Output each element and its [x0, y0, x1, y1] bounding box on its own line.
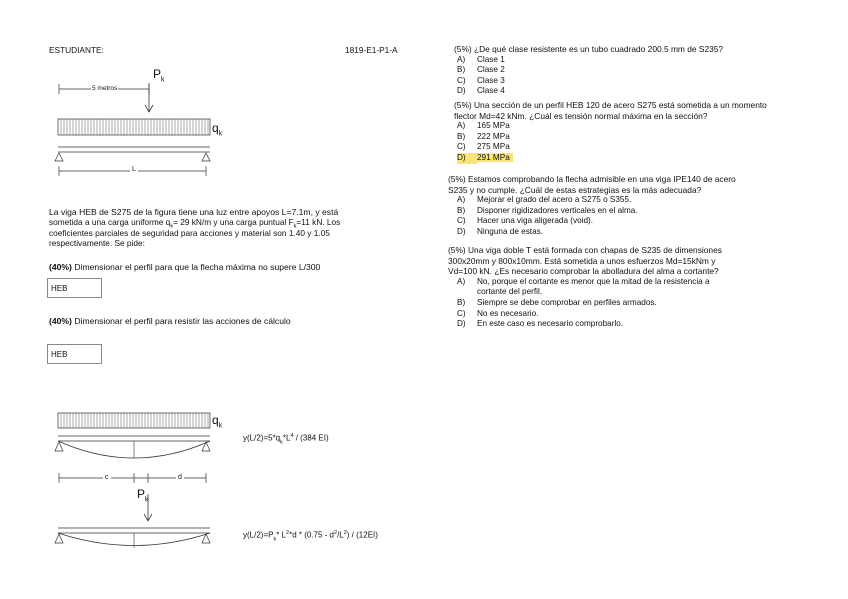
- question-2: [454, 100, 767, 164]
- question-1: [454, 44, 723, 97]
- problem-line-4: respectivamente. Se pide:: [49, 238, 145, 248]
- option[interactable]: C) 275 MPa: [457, 142, 510, 152]
- option[interactable]: A) 165 MPa: [457, 121, 510, 131]
- question-4: [448, 245, 722, 330]
- exam-code: 1819-E1-P1-A: [345, 45, 398, 55]
- option[interactable]: B) Siempre se debe comprobar en perfiles armados.: [457, 297, 657, 307]
- option[interactable]: D) En este caso es necesario comprobarlo.: [457, 319, 624, 329]
- option[interactable]: B) Disponer rigidizadores verticales en el alma.: [457, 205, 638, 215]
- task-1: (40%) Dimensionar el perfil para que la flecha máxima no supere L/300: [49, 262, 321, 272]
- question-4-text-cont-2: Vd=100 kN. ¿Es necesario comprobar la abolladura del alma a cortante?: [448, 266, 719, 277]
- question-3-text-cont: S235 y no cumple. ¿Cuál de estas estrategias es la más adecuada?: [448, 184, 702, 195]
- option[interactable]: C) Clase 3: [457, 75, 505, 85]
- question-4-text-cont: 300x20mm y 800x10mm. Está sometida a unos esfuerzos Md=15kNm y: [448, 255, 716, 266]
- question-1-text: (5%) ¿De qué clase resistente es un tubo cuadrado 200.5 mm de S235?: [454, 44, 724, 54]
- answer-field-2[interactable]: HEB: [47, 344, 102, 364]
- problem-line-1: La viga HEB de S275 de la figura tiene una luz entre apoyos L=7.1m, y está: [49, 207, 339, 217]
- option[interactable]: A) Mejorar el grado del acero a S275 o S355.: [457, 195, 632, 205]
- distributed-load-hatch-2: [58, 413, 210, 428]
- option-continuation: cortante del perfil.: [477, 287, 543, 297]
- formula-uniform: $y(L/2)=5*q_k*L^4 / (384$ EI): [243, 433, 329, 446]
- option[interactable]: B) 222 MPa: [457, 131, 510, 141]
- answer-field-1[interactable]: HEB: [47, 278, 102, 298]
- problem-line-2: sometida a una carga uniforme $q_k= 29$ kN/m y una carga puntual $F_k=11$ kN. Los: [49, 217, 341, 230]
- option[interactable]: D) Clase 4: [457, 86, 505, 96]
- question-4-text: (5%) Una viga doble T está formada con chapas de S235 de dimensiones: [448, 245, 722, 255]
- distributed-load-label-2: $q_k$: [212, 413, 223, 430]
- option[interactable]: A) Clase 1: [457, 54, 505, 64]
- dimension-label: 5 metros: [92, 85, 118, 92]
- option[interactable]: B) Clase 2: [457, 65, 505, 75]
- question-2-text: (5%) Una sección de un perfil HEB 120 de acero S275 está sometida a un momento: [454, 100, 767, 110]
- option[interactable]: C) No es necesario.: [457, 308, 539, 318]
- question-3-text: (5%) Estamos comprobando la flecha admisible en una viga IPE140 de acero: [448, 174, 736, 184]
- student-label: ESTUDIANTE:: [49, 45, 104, 55]
- option[interactable]: C) Hacer una viga aligerada (void).: [457, 216, 594, 226]
- dim-c-label: c: [105, 474, 109, 481]
- span-label: L: [132, 166, 136, 173]
- dim-d-label: d: [178, 474, 182, 481]
- problem-line-3: coeficientes parciales de seguridad para acciones y material son 1.40 y 1.05: [49, 228, 330, 238]
- option[interactable]: D) Ninguna de estas.: [457, 226, 543, 236]
- distributed-load-label: $q_k$: [212, 121, 223, 138]
- point-load-label: $P_k$: [153, 67, 165, 84]
- option[interactable]: A) No, porque el cortante es menor que la mitad de la resistencia a: [457, 276, 710, 286]
- task-2: (40%) Dimensionar el perfil para resistir las acciones de cálculo: [49, 316, 291, 326]
- point-load-label-2: $P_k$: [137, 487, 149, 504]
- question-3: [448, 174, 736, 238]
- question-2-text-cont: flector Md=42 kNm. ¿Cuál es tensión normal máxima en la sección?: [454, 110, 708, 121]
- formula-point: $y(L/2)=P_k*$ $L^2*d * (0.75 - d^2/L^2) / (12EI)$: [243, 530, 378, 543]
- option-selected[interactable]: D) 291 MPa: [454, 153, 767, 164]
